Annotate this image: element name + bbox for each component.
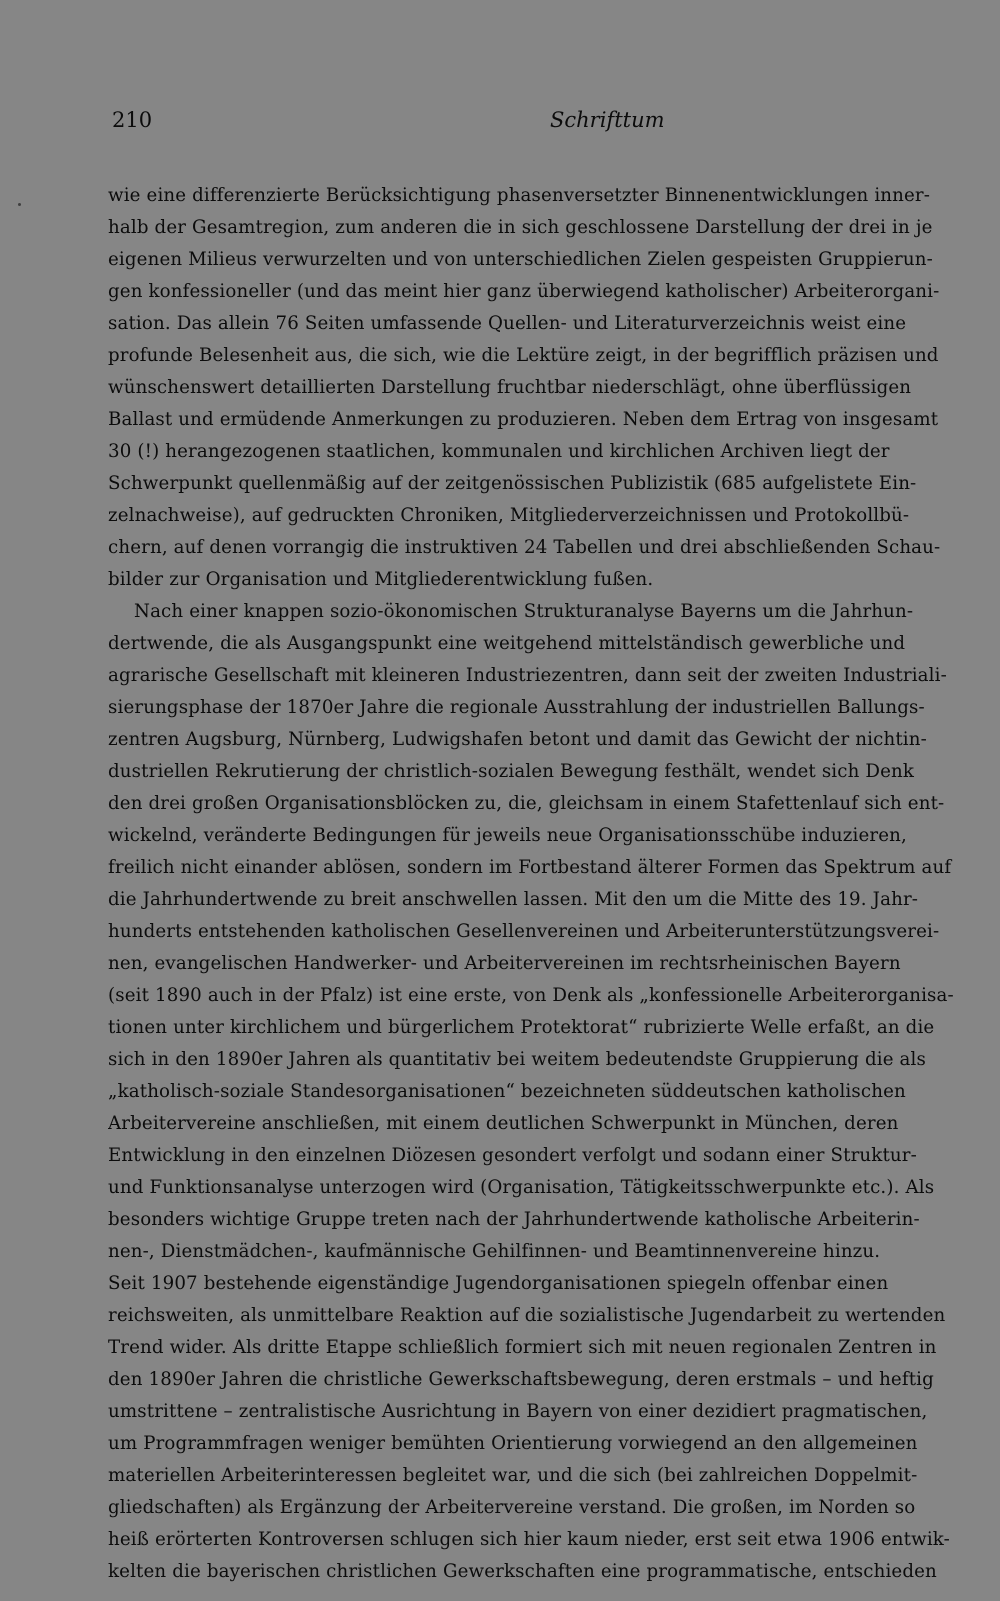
text-line: agrarische Gesellschaft mit kleineren Industriezentren, dann seit der zweiten Industriali-: [108, 665, 947, 686]
paragraph-start-line: Nach einer knappen sozio-ökonomischen Strukturanalyse Bayerns um die Jahrhun-: [134, 601, 914, 622]
text-line: umstrittene – zentralistische Ausrichtung in Bayern von einer dezidiert pragmatischen,: [108, 1401, 928, 1422]
scan-speck: [18, 203, 21, 206]
text-line: Ballast und ermüdende Anmerkungen zu produzieren. Neben dem Ertrag von insgesamt: [108, 409, 939, 430]
text-line: heiß erörterten Kontroversen schlugen sich hier kaum nieder, erst seit etwa 1906 entwik-: [108, 1529, 950, 1550]
text-line: (seit 1890 auch in der Pfalz) ist eine erste, von Denk als „konfessionelle Arbeiterorganisa-: [108, 985, 954, 1006]
text-line: wickelnd, veränderte Bedingungen für jeweils neue Organisationsschübe induzieren,: [108, 825, 907, 846]
text-line: kelten die bayerischen christlichen Gewerkschaften eine programmatische, entschieden: [108, 1561, 937, 1582]
text-line: bilder zur Organisation und Mitgliederentwicklung fußen.: [108, 569, 654, 590]
text-line: den 1890er Jahren die christliche Gewerkschaftsbewegung, deren erstmals – und heftig: [108, 1369, 934, 1390]
text-line: halb der Gesamtregion, zum anderen die in sich geschlossene Darstellung der drei in je: [108, 217, 933, 238]
text-line: wünschenswert detaillierten Darstellung fruchtbar niederschlägt, ohne überflüssigen: [108, 377, 912, 398]
text-line: zelnachweise), auf gedruckten Chroniken, Mitgliederverzeichnissen und Protokollbü-: [108, 505, 910, 526]
page-header: [112, 108, 970, 138]
text-line: wie eine differenzierte Berücksichtigung phasenversetzter Binnenentwicklungen inner-: [108, 185, 931, 206]
text-line: chern, auf denen vorrangig die instruktiven 24 Tabellen und drei abschließenden Schau-: [108, 537, 941, 558]
text-line: sierungsphase der 1870er Jahre die regionale Ausstrahlung der industriellen Ballungs-: [108, 697, 925, 718]
text-line: die Jahrhundertwende zu breit anschwellen lassen. Mit den um die Mitte des 19. Jahr-: [108, 889, 919, 910]
text-line: 30 (!) herangezogenen staatlichen, kommunalen und kirchlichen Archiven liegt der: [108, 441, 890, 462]
text-line: Arbeitervereine anschließen, mit einem deutlichen Schwerpunkt in München, deren: [108, 1113, 899, 1134]
text-line: hunderts entstehenden katholischen Gesellenvereinen und Arbeiterunterstützungsverei-: [108, 921, 940, 942]
text-line: gen konfessioneller (und das meint hier ganz überwiegend katholischer) Arbeiterorgani-: [108, 281, 940, 302]
text-line: und Funktionsanalyse unterzogen wird (Organisation, Tätigkeitsschwerpunkte etc.). Als: [108, 1177, 935, 1198]
text-line: Schwerpunkt quellenmäßig auf der zeitgenössischen Publizistik (685 aufgelistete Ein-: [108, 473, 917, 494]
text-line: besonders wichtige Gruppe treten nach der Jahrhundertwende katholische Arbeiterin-: [108, 1209, 920, 1230]
text-line: Entwicklung in den einzelnen Diözesen gesondert verfolgt und sodann einer Struktur-: [108, 1145, 917, 1166]
text-line: Seit 1907 bestehende eigenständige Jugendorganisationen spiegeln offenbar einen: [108, 1273, 889, 1294]
page-number: 210: [112, 108, 153, 132]
text-line: nen-, Dienstmädchen-, kaufmännische Gehilfinnen- und Beamtinnenvereine hinzu.: [108, 1241, 881, 1262]
text-line: materiellen Arbeiterinteressen begleitet war, und die sich (bei zahlreichen Doppelmit-: [108, 1465, 918, 1486]
text-line: sich in den 1890er Jahren als quantitativ bei weitem bedeutendste Gruppierung die als: [108, 1049, 926, 1070]
text-line: reichsweiten, als unmittelbare Reaktion auf die sozialistische Jugendarbeit zu wertenden: [108, 1305, 946, 1326]
text-line: profunde Belesenheit aus, die sich, wie die Lektüre zeigt, in der begrifflich präzisen und: [108, 345, 939, 366]
text-line: dustriellen Rekrutierung der christlich-sozialen Bewegung festhält, wendet sich Denk: [108, 761, 915, 782]
text-line: tionen unter kirchlichem und bürgerlichem Protektorat“ rubrizierte Welle erfaßt, an die: [108, 1017, 935, 1038]
body-text: [108, 180, 970, 1588]
text-line: Trend wider. Als dritte Etappe schließlich formiert sich mit neuen regionalen Zentren in: [108, 1337, 937, 1358]
text-line: gliedschaften) als Ergänzung der Arbeitervereine verstand. Die großen, im Norden so: [108, 1497, 916, 1518]
text-line: dertwende, die als Ausgangspunkt eine weitgehend mittelständisch gewerbliche und: [108, 633, 906, 654]
running-head: Schrifttum: [550, 108, 665, 132]
text-line: zentren Augsburg, Nürnberg, Ludwigshafen betont und damit das Gewicht der nichtin-: [108, 729, 927, 750]
text-line: nen, evangelischen Handwerker- und Arbeitervereinen im rechtsrheinischen Bayern: [108, 953, 901, 974]
text-line: „katholisch-soziale Standesorganisationen“ bezeichneten süddeutschen katholischen: [108, 1081, 906, 1102]
text-line: um Programmfragen weniger bemühten Orientierung vorwiegend an den allgemeinen: [108, 1433, 918, 1454]
text-line: den drei großen Organisationsblöcken zu, die, gleichsam in einem Stafettenlauf sich ent-: [108, 793, 945, 814]
text-line: eigenen Milieus verwurzelten und von unterschiedlichen Zielen gespeisten Gruppierun-: [108, 249, 933, 270]
text-line: sation. Das allein 76 Seiten umfassende Quellen- und Literaturverzeichnis weist eine: [108, 313, 907, 334]
text-line: freilich nicht einander ablösen, sondern im Fortbestand älterer Formen das Spektrum auf: [108, 857, 952, 878]
